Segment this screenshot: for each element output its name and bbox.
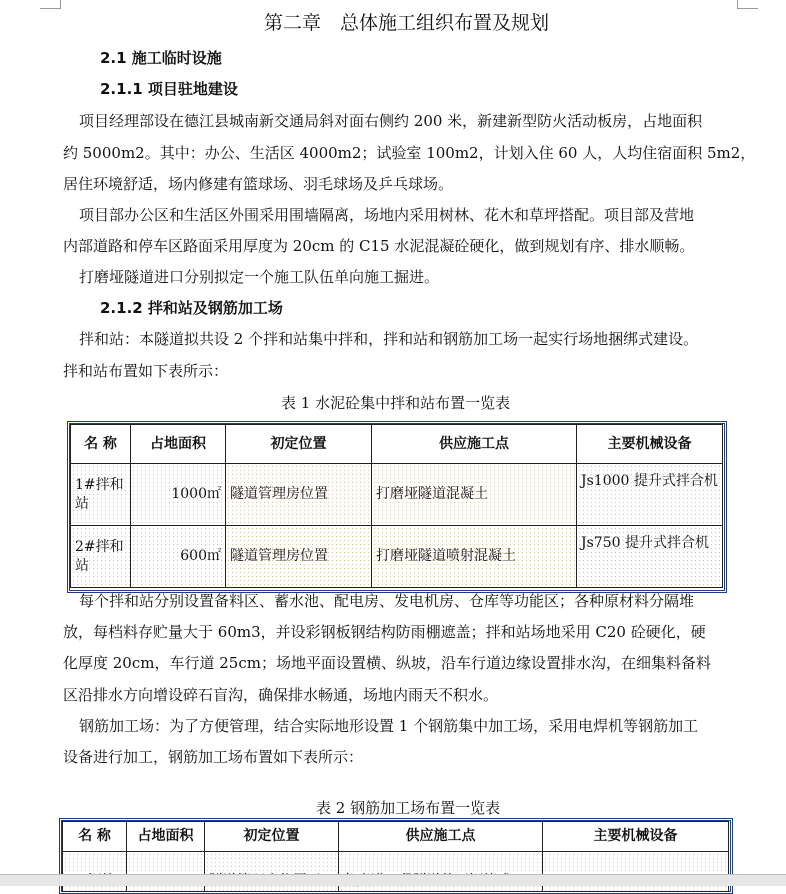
table-header-row bbox=[63, 822, 729, 852]
table-cell: 隧道管理房位置 bbox=[226, 526, 372, 588]
table-1 bbox=[70, 424, 723, 588]
table-row bbox=[71, 464, 723, 526]
column-header: 初定位置 bbox=[205, 822, 339, 852]
paragraph-line: 区沿排水方向增设碎石盲沟，确保排水畅通，场地内雨天不积水。 bbox=[63, 686, 499, 704]
table-cell: Js750 提升式拌合机 bbox=[577, 526, 723, 588]
chapter-title: 第二章 总体施工组织布置及规划 bbox=[264, 12, 550, 34]
table-cell: 打磨垭隧道混凝土 bbox=[372, 464, 577, 526]
column-header: 主要机械设备 bbox=[577, 425, 723, 464]
table-cell: 隧道管理房位置 bbox=[226, 464, 372, 526]
paragraph-line: 钢筋加工场：为了方便管理，结合实际地形设置 1 个钢筋集中加工场，采用电焊机等钢筋加工 bbox=[79, 717, 699, 735]
window-bottom-bar bbox=[0, 874, 786, 886]
table-row bbox=[71, 526, 723, 588]
column-header: 名 称 bbox=[71, 425, 131, 464]
table-1-caption: 表 1 水泥砼集中拌和站布置一览表 bbox=[281, 394, 511, 412]
column-header: 名 称 bbox=[63, 822, 127, 852]
table-cell: 1000㎡ bbox=[131, 464, 226, 526]
column-header: 主要机械设备 bbox=[543, 822, 729, 852]
paragraph-line: 放，每档料存贮量大于 60m3，并设彩钢板钢结构防雨棚遮盖；拌和站场地采用 C20 砼硬化，硬 bbox=[63, 623, 706, 641]
section-heading-2-1-2: 2.1.2 拌和站及钢筋加工场 bbox=[100, 299, 283, 317]
paragraph-line: 居住环境舒适，场内修建有篮球场、羽毛球场及乒乓球场。 bbox=[63, 175, 454, 193]
paragraph-line: 化厚度 20cm，车行道 25cm；场地平面设置横、纵坡，沿车行道边缘设置排水沟，在细集料备料 bbox=[63, 654, 711, 672]
page-corner-mark-left bbox=[40, 0, 61, 9]
column-header: 供应施工点 bbox=[339, 822, 543, 852]
paragraph-line: 每个拌和站分别设置备料区、蓄水池、配电房、发电机房、仓库等功能区；各种原材料分隔堆 bbox=[79, 592, 695, 610]
page-corner-mark-right bbox=[737, 0, 758, 9]
paragraph-line: 项目经理部设在德江县城南新交通局斜对面右侧约 200 米，新建新型防火活动板房，占地面积 bbox=[79, 112, 703, 130]
table-cell: 1#拌和站 bbox=[71, 464, 131, 526]
section-heading-2-1-1: 2.1.1 项目驻地建设 bbox=[100, 80, 238, 98]
paragraph-line: 项目部办公区和生活区外围采用围墙隔离，场地内采用树林、花木和草坪搭配。项目部及营地 bbox=[79, 206, 695, 224]
section-heading-2-1: 2.1 施工临时设施 bbox=[100, 49, 222, 67]
paragraph-line: 拌和站布置如下表所示： bbox=[63, 362, 229, 380]
paragraph-line: 打磨垭隧道进口分别拟定一个施工队伍单向施工掘进。 bbox=[79, 268, 440, 286]
table-cell: 600㎡ bbox=[131, 526, 226, 588]
paragraph-line: 约 5000m2。其中：办公、生活区 4000m2；试验室 100m2，计划入住 60 人，人均住宿面积 5m2， bbox=[63, 144, 756, 162]
paragraph-line: 内部道路和停车区路面采用厚度为 20cm 的 C15 水泥混凝砼硬化，做到规划有序、排水顺畅。 bbox=[63, 237, 695, 255]
table-cell: 打磨垭隧道喷射混凝土 bbox=[372, 526, 577, 588]
column-header: 供应施工点 bbox=[372, 425, 577, 464]
column-header: 初定位置 bbox=[226, 425, 372, 464]
paragraph-line: 拌和站：本隧道拟共设 2 个拌和站集中拌和，拌和站和钢筋加工场一起实行场地捆绑式建设。 bbox=[79, 330, 699, 348]
table-cell: Js1000 提升式拌合机 bbox=[577, 464, 723, 526]
column-header: 占地面积 bbox=[127, 822, 205, 852]
paragraph-line: 设备进行加工，钢筋加工场布置如下表所示： bbox=[63, 748, 364, 766]
column-header: 占地面积 bbox=[131, 425, 226, 464]
table-2-caption: 表 2 钢筋加工场布置一览表 bbox=[316, 799, 501, 817]
table-cell: 2#拌和站 bbox=[71, 526, 131, 588]
table-header-row bbox=[71, 425, 723, 464]
